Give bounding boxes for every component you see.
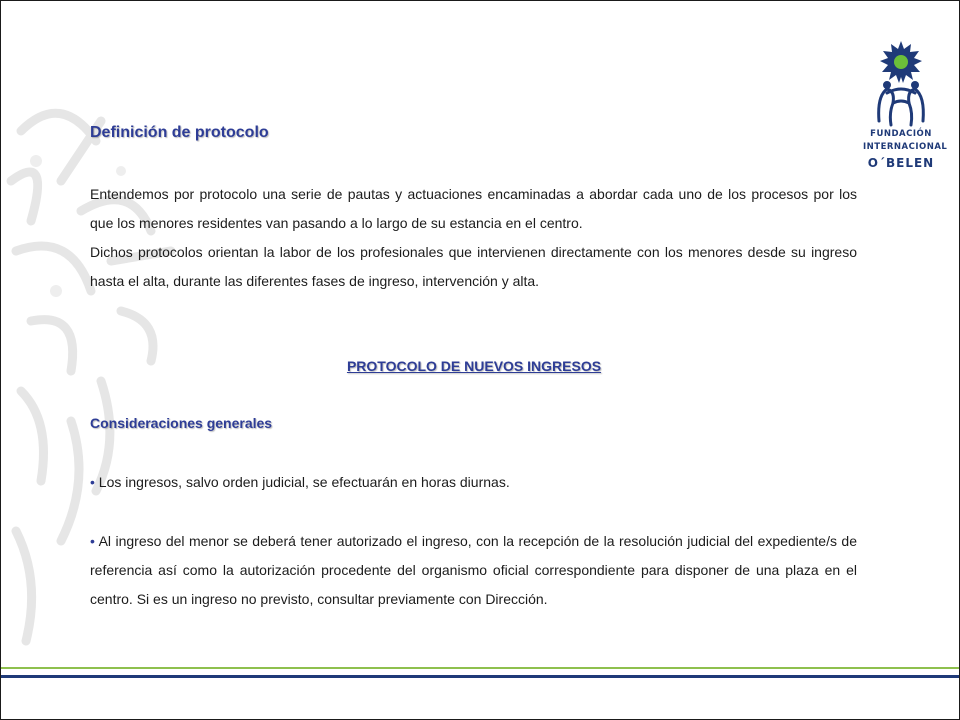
- logo-line-2: INTERNACIONAL: [863, 142, 948, 152]
- logo-line-1: FUNDACIÓN: [870, 129, 932, 139]
- logo-line-3: O´BELEN: [867, 156, 935, 170]
- list-item: [90, 527, 857, 614]
- list-item-text: Los ingresos, salvo orden judicial, se efectuarán en horas diurnas.: [98, 474, 510, 490]
- page-title: Definición de protocolo: [90, 124, 269, 141]
- subheading: Consideraciones generales: [90, 415, 273, 431]
- list-item: [90, 468, 857, 497]
- bullet-icon: •: [90, 474, 95, 490]
- footer-rule-navy: [1, 675, 959, 678]
- bullet-icon: •: [90, 533, 95, 549]
- section-title: PROTOCOLO DE NUEVOS INGRESOS: [346, 358, 602, 374]
- list-item-text: Al ingreso del menor se deberá tener autorizado el ingreso, con la recepción de la resolución judicial del expediente/s de referencia así como la autorización procedente del organismo oficial correspondiente para disponer de una plaza en el centro. Si es un ingreso no previsto, consultar previamente con Dirección.: [90, 533, 857, 607]
- paragraph-definition: Entendemos por protocolo una serie de pautas y actuaciones encaminadas a abordar cada uno de los procesos por los que los menores residentes van pasando a lo largo de su estancia en el centro.: [90, 186, 857, 231]
- footer-rule-green: [1, 667, 959, 669]
- logo-wordmark: [863, 128, 948, 171]
- paragraph-purpose: Dichos protocolos orientan la labor de los profesionales que intervienen directamente con los menores desde su ingreso hasta el alta, durante las diferentes fases de ingreso, intervención y alta.: [90, 244, 857, 289]
